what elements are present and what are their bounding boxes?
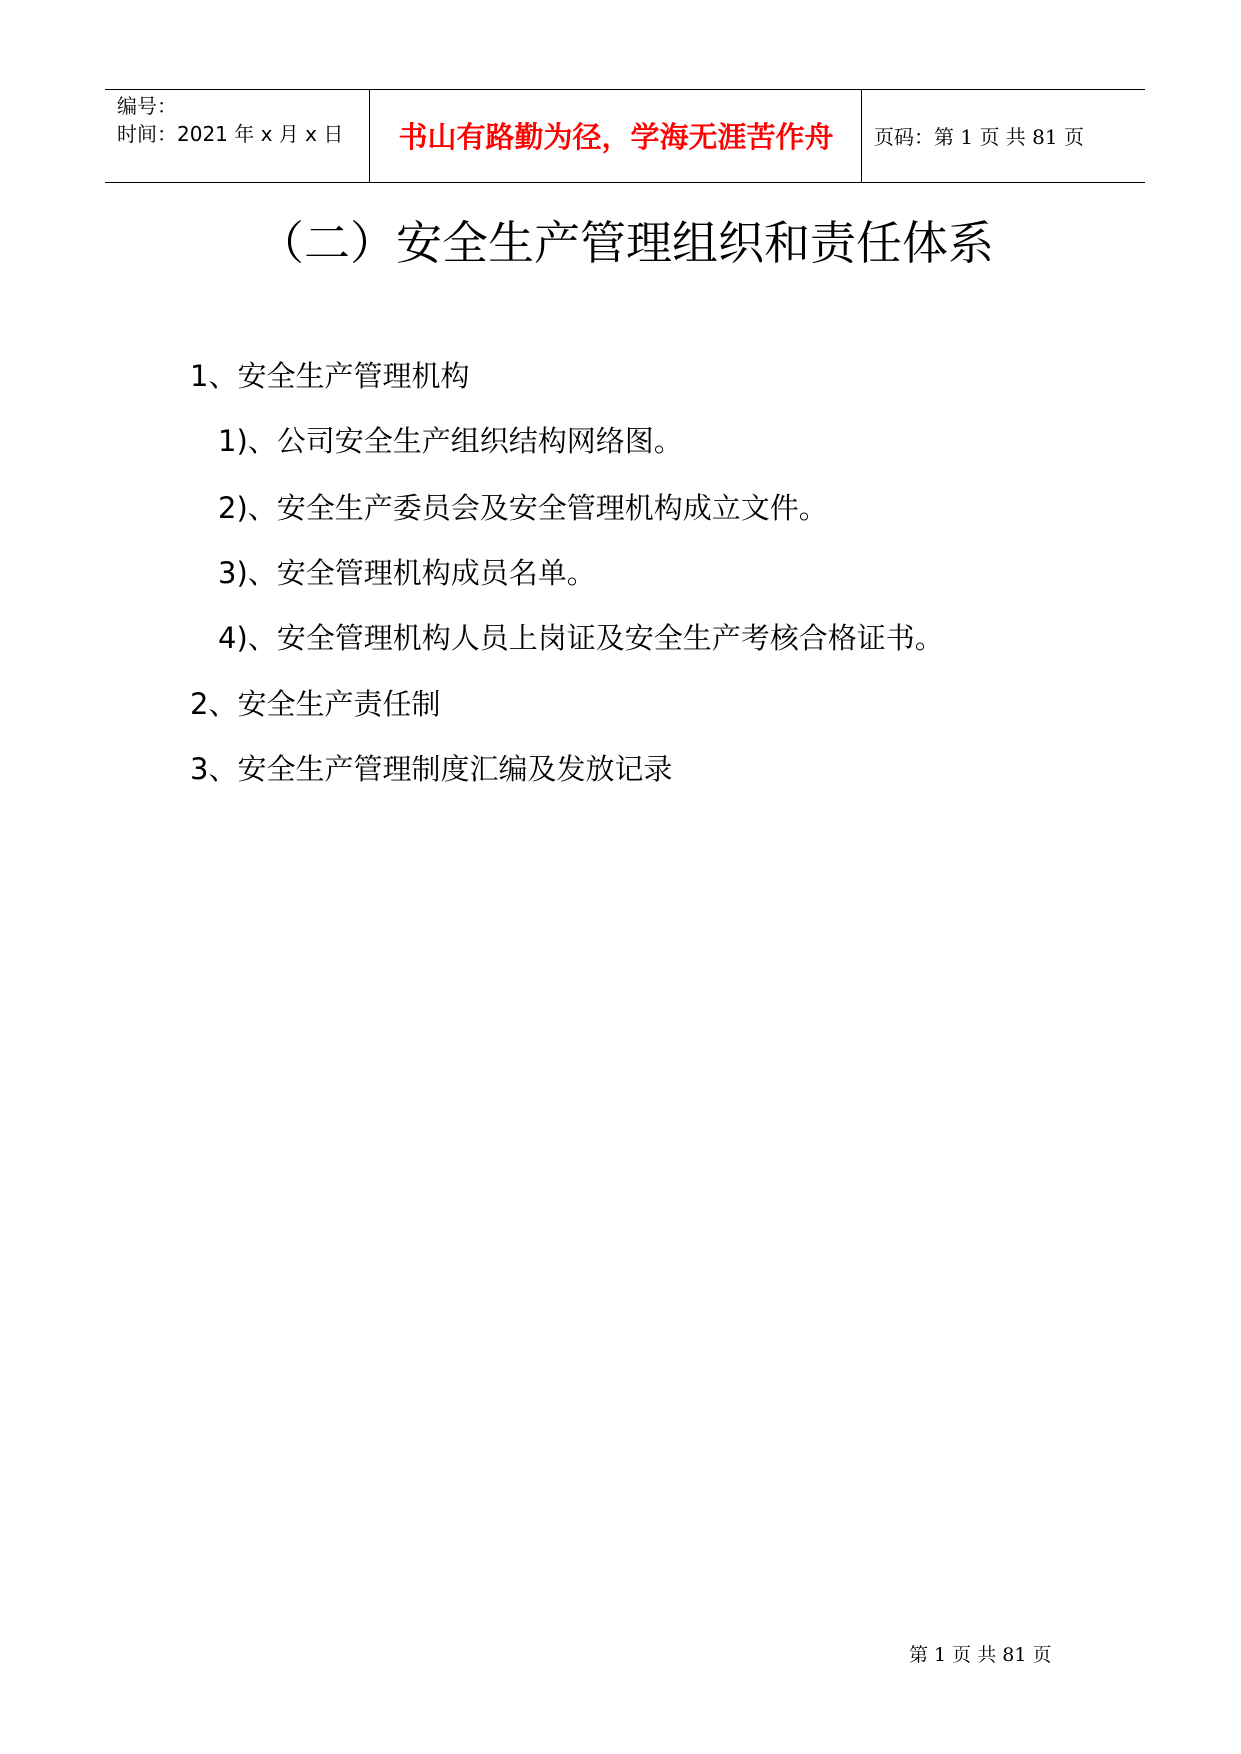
section-heading: 1、安全生产管理机构 [190, 359, 470, 393]
header-divider [369, 90, 370, 182]
list-item: 1)、公司安全生产组织结构网络图。 [218, 424, 683, 458]
list-item: 2)、安全生产委员会及安全管理机构成立文件。 [218, 491, 828, 525]
list-item: 3)、安全管理机构成员名单。 [218, 556, 596, 590]
document-time-label: 时间：2021 年 x 月 x 日 [117, 122, 344, 146]
header-divider [861, 90, 862, 182]
document-number-label: 编号： [117, 94, 177, 118]
page-footer: 第 1 页 共 81 页 [909, 1644, 1052, 1666]
document-header-table [105, 89, 1145, 183]
section-heading: 3、安全生产管理制度汇编及发放记录 [190, 752, 673, 786]
section-heading: 2、安全生产责任制 [190, 687, 441, 721]
page-title: （二）安全生产管理组织和责任体系 [258, 216, 994, 270]
list-item: 4)、安全管理机构人员上岗证及安全生产考核合格证书。 [218, 621, 944, 655]
header-page-info: 页码：第 1 页 共 81 页 [874, 125, 1084, 149]
header-motto: 书山有路勤为径，学海无涯苦作舟 [398, 120, 834, 154]
